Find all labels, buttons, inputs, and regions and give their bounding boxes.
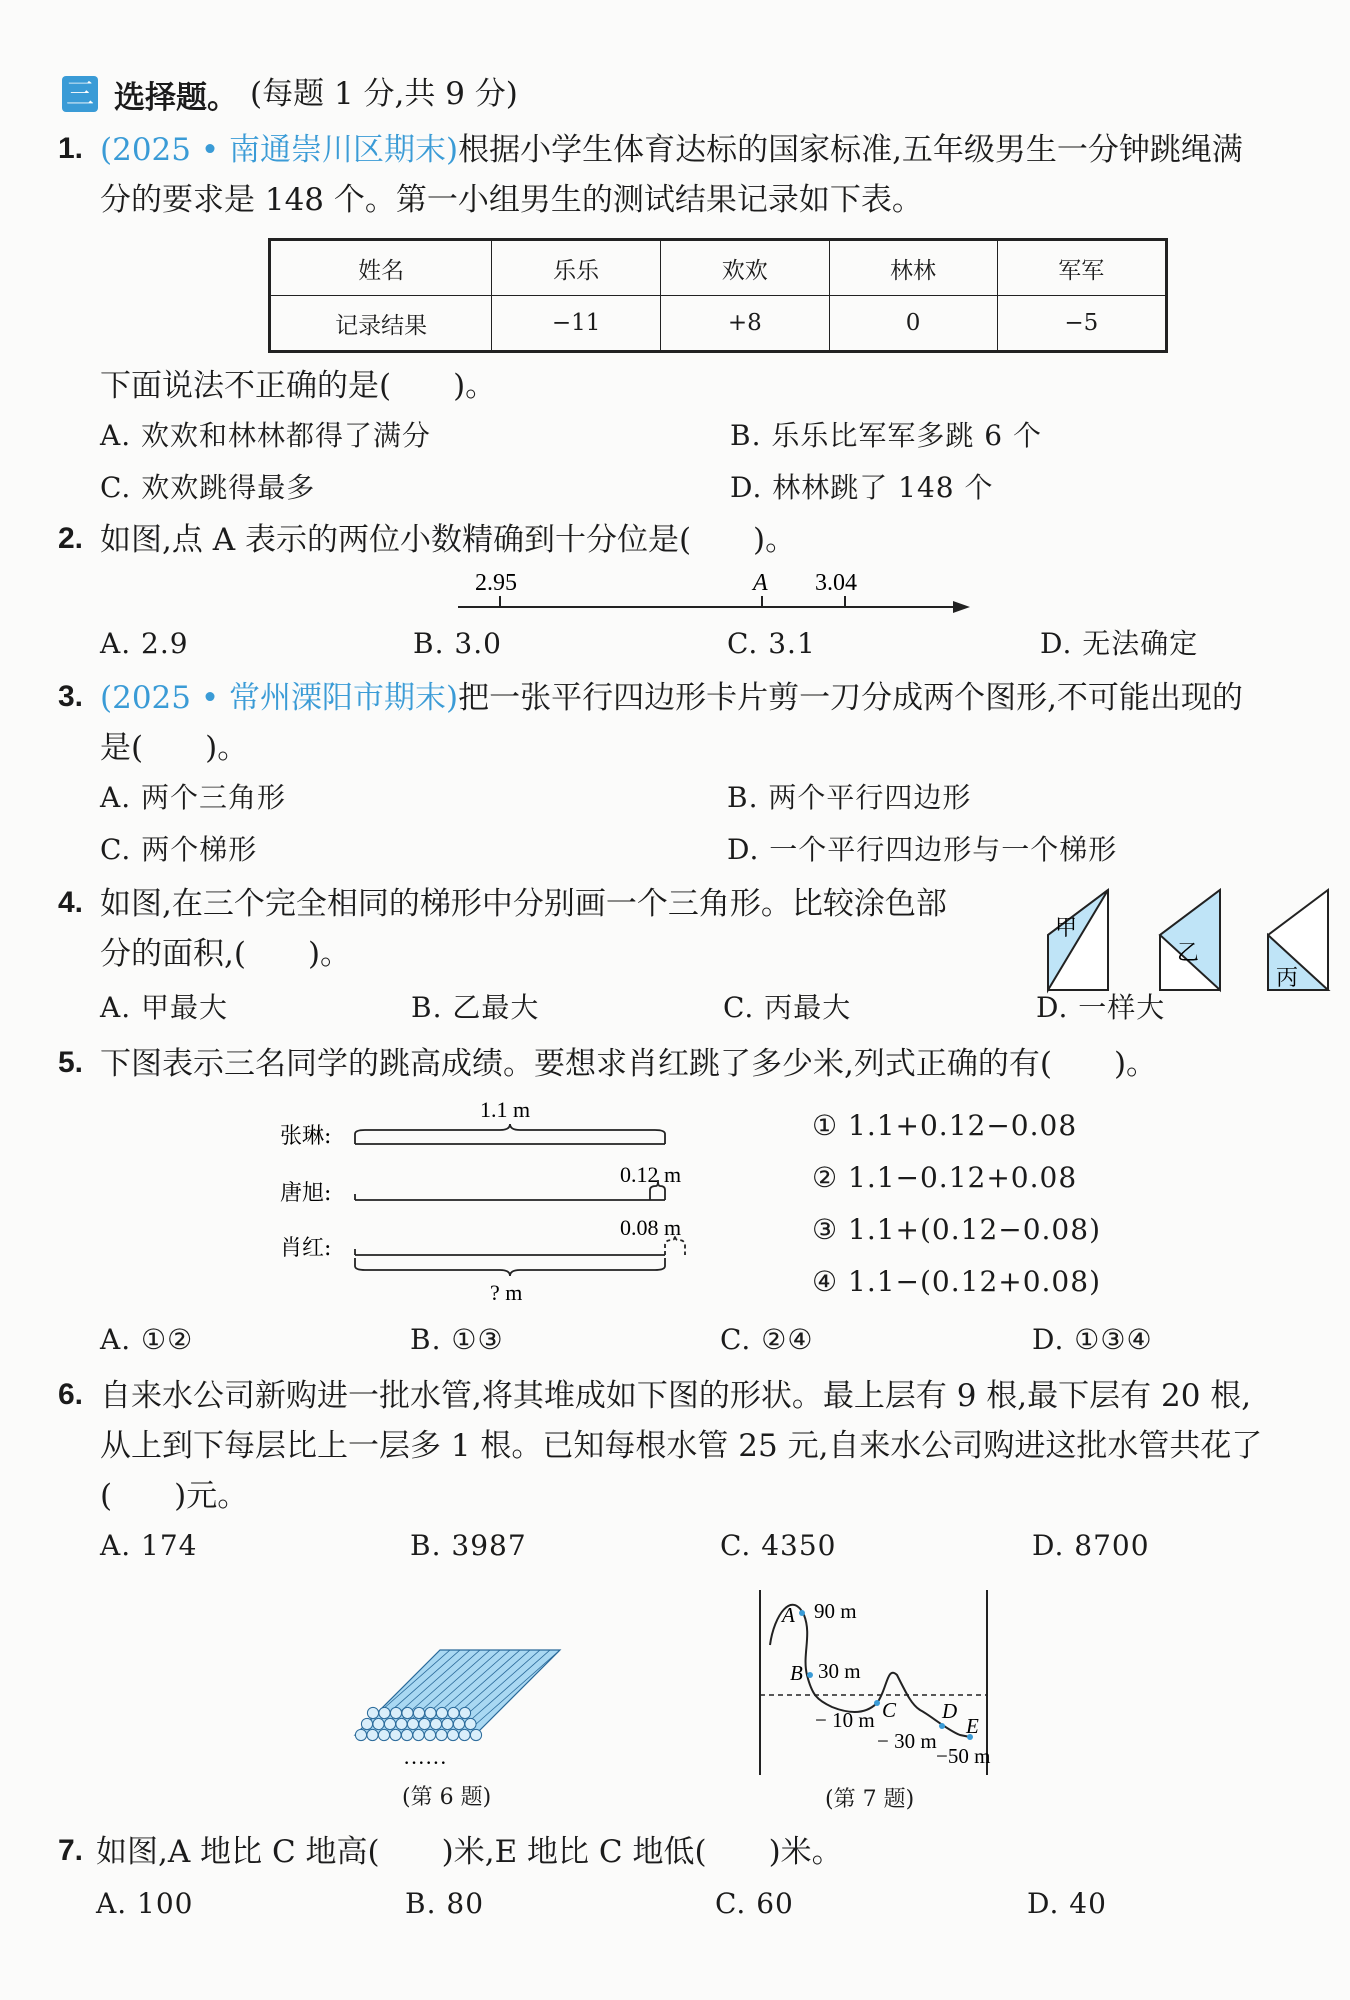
q7-terrain — [752, 1585, 1022, 1785]
q5-option-b[interactable]: B. ①③ — [410, 1323, 504, 1356]
pipe-dots: ······ — [403, 1750, 447, 1775]
q7-option-a[interactable]: A. 100 — [96, 1887, 194, 1920]
q6-line2: 从上到下每层比上一层多 1 根。已知每根水管 25 元,自来水公司购进这批水管共花了 — [100, 1428, 1263, 1464]
q2-option-c[interactable]: C. 3.1 — [727, 627, 816, 660]
q2-number-line — [450, 565, 980, 620]
height-30m: 30 m — [818, 1659, 861, 1683]
q5-formula-4: ④ 1.1−(0.12+0.08) — [812, 1265, 1101, 1298]
label-0-12m: 0.12 m — [620, 1162, 682, 1187]
table-header-cell: 军军 — [997, 240, 1166, 296]
pipe-end — [379, 1707, 390, 1718]
label-d: D — [942, 1699, 958, 1723]
point-b-marker — [807, 1672, 813, 1678]
q3-option-d[interactable]: D. 一个平行四边形与一个梯形 — [727, 833, 1118, 866]
table-cell: −5 — [997, 296, 1166, 352]
q1-option-d[interactable]: D. 林林跳了 148 个 — [730, 471, 994, 504]
height-neg50m: −50 m — [936, 1744, 991, 1768]
q4-number: 4. — [58, 886, 84, 919]
pipe-end — [390, 1729, 401, 1740]
q3-line2: 是( )。 — [100, 730, 249, 766]
label-jia: 甲 — [1055, 916, 1078, 941]
pipe-end — [459, 1707, 470, 1718]
q1-record-table — [268, 238, 1168, 353]
q4-trapezoids — [1040, 885, 1335, 995]
table-cell: 0 — [829, 296, 997, 352]
pipe-end — [413, 1707, 424, 1718]
pipe-end — [367, 1707, 378, 1718]
q6-option-a[interactable]: A. 174 — [100, 1529, 198, 1562]
q6-line3: ( )元。 — [100, 1478, 249, 1514]
pipe-end — [425, 1707, 436, 1718]
pipe-end — [465, 1718, 476, 1729]
pipe-end — [430, 1718, 441, 1729]
table-row — [270, 296, 1167, 352]
q6-caption: (第 6 题) — [402, 1785, 492, 1810]
section-note: (每题 1 分,共 9 分) — [250, 76, 518, 112]
q2-option-a[interactable]: A. 2.9 — [100, 627, 189, 660]
q5-text: 下图表示三名同学的跳高成绩。要想求肖红跳了多少米,列式正确的有( )。 — [100, 1046, 1158, 1082]
pipe-ends — [355, 1707, 481, 1740]
section-badge: 三 — [62, 76, 98, 112]
q3-source: (2025 • 常州溧阳市期末) — [100, 680, 459, 716]
pipe-end — [436, 1729, 447, 1740]
q3-option-a[interactable]: A. 两个三角形 — [100, 781, 287, 814]
table-cell: +8 — [661, 296, 829, 352]
q1-source: (2025 • 南通崇川区期末) — [100, 132, 459, 168]
label-yi: 乙 — [1177, 941, 1200, 966]
q3-option-b[interactable]: B. 两个平行四边形 — [727, 781, 972, 814]
label-bing: 丙 — [1276, 966, 1299, 991]
q3-number: 3. — [58, 680, 84, 713]
q5-option-d[interactable]: D. ①③④ — [1032, 1323, 1153, 1356]
q2-text: 如图,点 A 表示的两位小数精确到十分位是( )。 — [100, 522, 797, 558]
q3-text1: 把一张平行四边形卡片剪一刀分成两个图形,不可能出现的 — [458, 680, 1243, 716]
q6-number: 6. — [58, 1378, 84, 1411]
label-b: B — [790, 1661, 803, 1685]
q2-number: 2. — [58, 522, 84, 555]
label-1-1m: 1.1 m — [480, 1097, 531, 1122]
q7-option-b[interactable]: B. 80 — [405, 1887, 485, 1920]
pipe-end — [367, 1729, 378, 1740]
name-tangxu: 唐旭: — [280, 1181, 332, 1206]
arrow-head-icon — [953, 601, 970, 613]
q1-number: 1. — [58, 132, 84, 165]
pipe-end — [401, 1729, 412, 1740]
q7-option-c[interactable]: C. 60 — [715, 1887, 794, 1920]
q1-option-b[interactable]: B. 乐乐比军军多跳 6 个 — [730, 419, 1042, 452]
table-cell: −11 — [492, 296, 661, 352]
q4-option-b[interactable]: B. 乙最大 — [411, 991, 540, 1024]
q7-number: 7. — [58, 1834, 84, 1867]
q6-pipe-stack — [345, 1620, 575, 1795]
pipe-end — [419, 1718, 430, 1729]
pipe-end — [448, 1707, 459, 1718]
pipe-end — [470, 1729, 481, 1740]
q1-line1 — [100, 130, 1243, 170]
q4-option-c[interactable]: C. 丙最大 — [723, 991, 852, 1024]
q4-line1: 如图,在三个完全相同的梯形中分别画一个三角形。比较涂色部 — [100, 886, 947, 922]
point-a-marker — [799, 1610, 805, 1616]
pipe-end — [453, 1718, 464, 1729]
pipe-end — [447, 1729, 458, 1740]
q6-option-c[interactable]: C. 4350 — [720, 1529, 837, 1562]
pipe-end — [355, 1729, 366, 1740]
table-header-cell: 姓名 — [270, 240, 492, 296]
q3-option-c[interactable]: C. 两个梯形 — [100, 833, 258, 866]
label-c: C — [882, 1698, 897, 1722]
height-neg10m: − 10 m — [815, 1708, 875, 1732]
pipe-end — [384, 1718, 395, 1729]
q1-text1: 根据小学生体育达标的国家标准,五年级男生一分钟跳绳满 — [458, 132, 1243, 168]
label-question-m: ? m — [490, 1280, 523, 1305]
pipe-end — [436, 1707, 447, 1718]
label-a: A — [782, 1603, 795, 1627]
table-header-cell: 乐乐 — [492, 240, 661, 296]
height-neg30m: − 30 m — [877, 1729, 937, 1753]
q7-text: 如图,A 地比 C 地高( )米,E 地比 C 地低( )米。 — [96, 1834, 843, 1870]
pipe-end — [402, 1707, 413, 1718]
label-e: E — [966, 1714, 979, 1738]
q5-formula-1: ① 1.1+0.12−0.08 — [812, 1109, 1078, 1142]
q5-option-c[interactable]: C. ②④ — [720, 1323, 814, 1356]
pipe-end — [390, 1707, 401, 1718]
q5-number: 5. — [58, 1046, 84, 1079]
q4-option-a[interactable]: A. 甲最大 — [100, 991, 229, 1024]
q6-option-d[interactable]: D. 8700 — [1032, 1529, 1150, 1562]
q1-line2: 分的要求是 148 个。第一小组男生的测试结果记录如下表。 — [100, 182, 923, 218]
q7-caption: (第 7 题) — [825, 1787, 915, 1812]
q6-line1: 自来水公司新购进一批水管,将其堆成如下图的形状。最上层有 9 根,最下层有 20 根, — [100, 1378, 1252, 1414]
pipe-end — [424, 1729, 435, 1740]
q6-option-b[interactable]: B. 3987 — [410, 1529, 527, 1562]
pipe-end — [459, 1729, 470, 1740]
pipe-end — [413, 1729, 424, 1740]
point-c-marker — [874, 1700, 880, 1706]
q1-option-c[interactable]: C. 欢欢跳得最多 — [100, 471, 316, 504]
q5-formula-2: ② 1.1−0.12+0.08 — [812, 1161, 1078, 1194]
table-row — [270, 240, 1167, 296]
table-header-cell: 欢欢 — [661, 240, 829, 296]
brace-xiaohong — [355, 1258, 665, 1276]
q5-formula-3: ③ 1.1+(0.12−0.08) — [812, 1213, 1101, 1246]
pipe-end — [361, 1718, 372, 1729]
pipe-end — [378, 1729, 389, 1740]
table-cell: 记录结果 — [270, 296, 492, 352]
left-label: 2.95 — [475, 570, 517, 596]
q4-line2: 分的面积,( )。 — [100, 936, 352, 972]
q1-option-a[interactable]: A. 欢欢和林林都得了满分 — [100, 419, 432, 452]
pipe-end — [396, 1718, 407, 1729]
q5-option-a[interactable]: A. ①② — [100, 1323, 194, 1356]
brace-zhanglin — [355, 1124, 665, 1144]
q4-option-d[interactable]: D. 一样大 — [1036, 991, 1166, 1024]
name-xiaohong: 肖红: — [280, 1236, 332, 1261]
name-zhanglin: 张琳: — [280, 1124, 332, 1149]
right-label: 3.04 — [815, 570, 857, 596]
table-header-cell: 林林 — [829, 240, 997, 296]
pipe-end — [407, 1718, 418, 1729]
section-title: 选择题。 — [114, 80, 238, 116]
point-a-label: A — [753, 570, 768, 596]
pipe-end — [373, 1718, 384, 1729]
q2-option-b[interactable]: B. 3.0 — [413, 627, 502, 660]
pipe-end — [442, 1718, 453, 1729]
q1-prompt: 下面说法不正确的是( )。 — [100, 368, 497, 404]
q5-diagram — [270, 1090, 730, 1310]
q7-option-d[interactable]: D. 40 — [1027, 1887, 1107, 1920]
label-0-08m: 0.08 m — [620, 1215, 682, 1240]
point-d-marker — [939, 1723, 945, 1729]
height-90m: 90 m — [814, 1599, 857, 1623]
q3-line1 — [100, 678, 1243, 718]
q2-option-d[interactable]: D. 无法确定 — [1040, 627, 1199, 660]
